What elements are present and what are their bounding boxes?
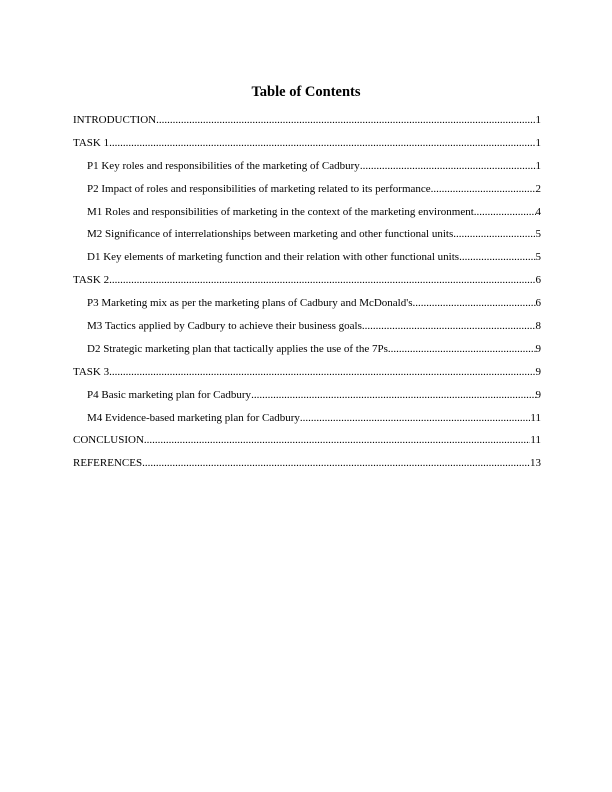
toc-entry-text: P1 Key roles and responsibilities of the marketing of Cadbury — [87, 159, 360, 172]
toc-page-number: 1 — [535, 114, 541, 126]
toc-entry-text: P3 Marketing mix as per the marketing plans of Cadbury and McDonald's — [87, 297, 413, 310]
toc-entry-text: P2 Impact of roles and responsibilities of marketing related to its performance — [87, 182, 431, 195]
toc-entry-m4[interactable] — [73, 410, 541, 433]
toc-entry-p4[interactable] — [73, 387, 541, 410]
dot-leader — [459, 249, 535, 265]
toc-page-number: 9 — [535, 388, 541, 401]
dot-leader — [474, 204, 536, 220]
toc-entry-text: M3 Tactics applied by Cadbury to achieve their business goals — [87, 320, 362, 333]
toc-page-number: 11 — [530, 411, 541, 424]
dot-leader — [109, 272, 535, 288]
dot-leader — [109, 364, 535, 380]
toc-page-number: 9 — [535, 365, 541, 378]
toc-entry-m2[interactable] — [73, 226, 541, 249]
dot-leader — [156, 112, 535, 128]
toc-entry-text: REFERENCES — [73, 457, 143, 470]
toc-entry-text: P4 Basic marketing plan for Cadbury — [87, 388, 252, 401]
toc-entry-task-3[interactable] — [73, 364, 541, 387]
toc-page-number: 8 — [535, 320, 541, 333]
toc-entry-text: M1 Roles and responsibilities of marketing in the context of the marketing environment — [87, 205, 474, 218]
dot-leader — [362, 318, 536, 334]
dot-leader — [453, 226, 535, 242]
toc-entry-conclusion[interactable] — [73, 432, 541, 455]
dot-leader — [251, 387, 535, 403]
dot-leader — [144, 432, 531, 448]
toc-page-number: 11 — [530, 434, 541, 447]
toc-entry-text: D1 Key elements of marketing function and their relation with other functional units — [87, 251, 460, 264]
toc-page-number: 6 — [535, 297, 541, 310]
toc-entry-introduction[interactable] — [73, 112, 541, 135]
toc-entry-text: M4 Evidence-based marketing plan for Cadbury — [87, 411, 300, 424]
dot-leader — [413, 295, 536, 311]
toc-entry-d1[interactable] — [73, 249, 541, 272]
toc-page-number: 9 — [535, 342, 541, 355]
dot-leader — [431, 181, 536, 197]
toc-entry-text: D2 Strategic marketing plan that tactically applies the use of the 7Ps — [87, 342, 388, 355]
toc-entry-text: INTRODUCTION — [73, 114, 157, 126]
toc-page-number: 5 — [535, 251, 541, 264]
toc-entry-text: TASK 2 — [73, 274, 110, 287]
toc-entry-p1[interactable] — [73, 158, 541, 181]
toc-page-number: 1 — [535, 159, 541, 172]
toc-page-number: 6 — [535, 274, 541, 287]
dot-leader — [142, 455, 530, 471]
toc-entry-text: TASK 1 — [73, 136, 110, 149]
toc-entry-p3[interactable] — [73, 295, 541, 318]
toc-page-number: 4 — [535, 205, 541, 218]
dot-leader — [360, 158, 536, 174]
toc-page-number: 13 — [530, 457, 541, 470]
toc-list — [73, 112, 541, 478]
toc-page-number: 1 — [535, 136, 541, 149]
toc-entry-m1[interactable] — [73, 204, 541, 227]
dot-leader — [109, 135, 535, 151]
toc-entry-text: CONCLUSION — [73, 434, 144, 447]
toc-title: Table of Contents — [251, 84, 361, 100]
toc-entry-references[interactable] — [73, 455, 541, 478]
dot-leader — [388, 341, 536, 357]
toc-entry-p2[interactable] — [73, 181, 541, 204]
toc-entry-d2[interactable] — [73, 341, 541, 364]
toc-entry-task-2[interactable] — [73, 272, 541, 295]
dot-leader — [300, 410, 531, 426]
toc-entry-task-1[interactable] — [73, 135, 541, 158]
toc-entry-m3[interactable] — [73, 318, 541, 341]
toc-page-number: 2 — [535, 182, 541, 195]
toc-entry-text: TASK 3 — [73, 365, 110, 378]
toc-page-number: 5 — [535, 228, 541, 241]
toc-entry-text: M2 Significance of interrelationships between marketing and other functional units — [87, 228, 454, 241]
